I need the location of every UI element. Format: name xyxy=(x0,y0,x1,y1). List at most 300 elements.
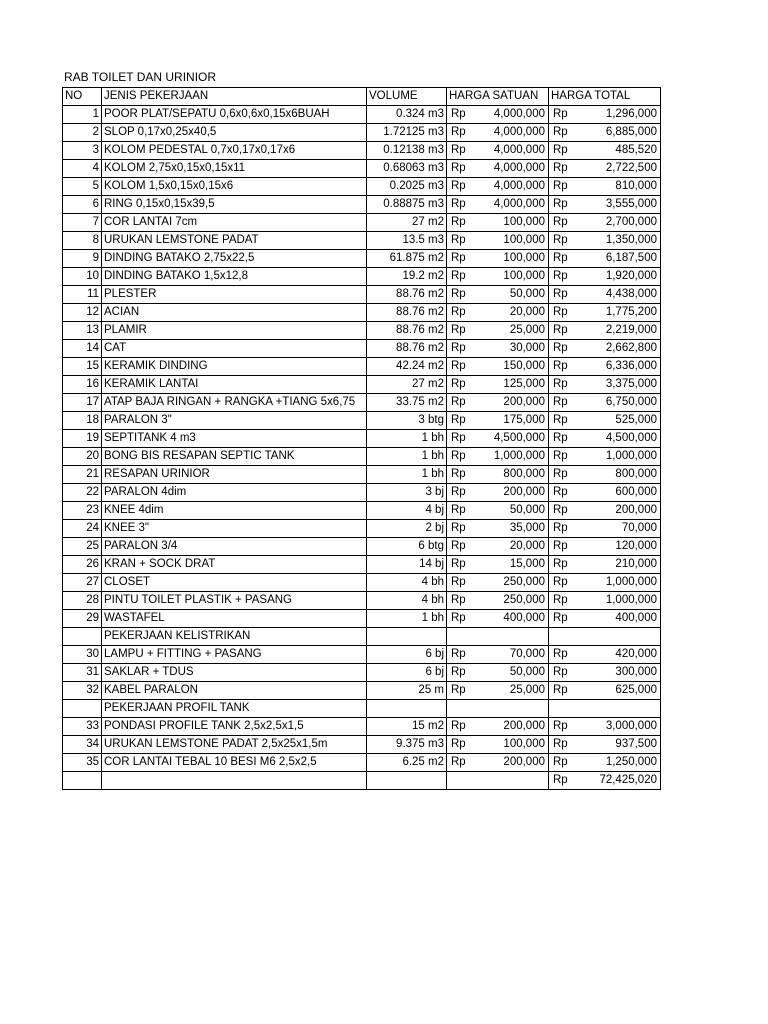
unit-price-amount: 100,000 xyxy=(503,270,545,282)
table-row xyxy=(63,394,661,412)
total-price-amount: 6,885,000 xyxy=(605,126,657,138)
table-row xyxy=(63,286,661,304)
empty-cell xyxy=(63,772,102,790)
rab-table-body xyxy=(63,88,661,790)
unit-price xyxy=(447,340,549,358)
unit-price xyxy=(447,754,549,772)
unit-price-amount: 25,000 xyxy=(509,324,545,336)
unit-price xyxy=(447,664,549,682)
volume-value: 0.68063 m3 xyxy=(367,160,447,178)
currency-label: Rp xyxy=(451,108,466,120)
currency-label: Rp xyxy=(553,270,568,282)
unit-price xyxy=(447,538,549,556)
currency-label: Rp xyxy=(451,522,466,534)
unit-price xyxy=(447,106,549,124)
item-number: 16 xyxy=(63,376,102,394)
volume-value: 4 bj xyxy=(367,502,447,520)
table-row xyxy=(63,520,661,538)
total-price xyxy=(549,556,661,574)
table-row xyxy=(63,304,661,322)
volume-value: 0.2025 m3 xyxy=(367,178,447,196)
empty-cell xyxy=(63,700,102,718)
volume-value: 19.2 m2 xyxy=(367,268,447,286)
total-price xyxy=(549,232,661,250)
volume-value: 6 bj xyxy=(367,664,447,682)
job-description: KERAMIK DINDING xyxy=(102,358,367,376)
currency-label: Rp xyxy=(553,216,568,228)
currency-label: Rp xyxy=(553,504,568,516)
unit-price xyxy=(447,682,549,700)
unit-price-amount: 200,000 xyxy=(503,486,545,498)
table-row xyxy=(63,484,661,502)
currency-label: Rp xyxy=(553,720,568,732)
unit-price xyxy=(447,304,549,322)
table-row xyxy=(63,574,661,592)
item-number: 10 xyxy=(63,268,102,286)
item-number: 7 xyxy=(63,214,102,232)
table-row xyxy=(63,124,661,142)
currency-label: Rp xyxy=(451,252,466,264)
item-number: 9 xyxy=(63,250,102,268)
job-description: LAMPU + FITTING + PASANG xyxy=(102,646,367,664)
unit-price xyxy=(447,520,549,538)
currency-label: Rp xyxy=(451,144,466,156)
unit-price-amount: 125,000 xyxy=(503,378,545,390)
total-price xyxy=(549,574,661,592)
unit-price-amount: 50,000 xyxy=(509,288,545,300)
currency-label: Rp xyxy=(553,648,568,660)
currency-label: Rp xyxy=(451,612,466,624)
table-row xyxy=(63,682,661,700)
item-number: 13 xyxy=(63,322,102,340)
currency-label: Rp xyxy=(553,108,568,120)
currency-label: Rp xyxy=(451,486,466,498)
volume-value: 4 bh xyxy=(367,592,447,610)
table-row xyxy=(63,466,661,484)
total-price-amount: 4,500,000 xyxy=(605,432,657,444)
currency-label: Rp xyxy=(553,756,568,768)
currency-label: Rp xyxy=(553,594,568,606)
currency-label: Rp xyxy=(553,540,568,552)
table-row xyxy=(63,430,661,448)
currency-label: Rp xyxy=(451,360,466,372)
unit-price xyxy=(447,484,549,502)
total-price xyxy=(549,142,661,160)
empty-cell xyxy=(447,628,549,646)
currency-label: Rp xyxy=(553,324,568,336)
job-description: KOLOM PEDESTAL 0,7x0,17x0,17x6 xyxy=(102,142,367,160)
total-price xyxy=(549,376,661,394)
item-number: 27 xyxy=(63,574,102,592)
volume-value: 0.324 m3 xyxy=(367,106,447,124)
item-number: 3 xyxy=(63,142,102,160)
currency-label: Rp xyxy=(553,360,568,372)
unit-price xyxy=(447,322,549,340)
job-description: PONDASI PROFILE TANK 2,5x2,5x1,5 xyxy=(102,718,367,736)
volume-value: 6 btg xyxy=(367,538,447,556)
job-description: COR LANTAI TEBAL 10 BESI M6 2,5x2,5 xyxy=(102,754,367,772)
item-number: 18 xyxy=(63,412,102,430)
currency-label: Rp xyxy=(451,198,466,210)
unit-price xyxy=(447,736,549,754)
total-price xyxy=(549,322,661,340)
total-price xyxy=(549,196,661,214)
total-price-amount: 1,775,200 xyxy=(605,306,657,318)
unit-price-amount: 250,000 xyxy=(503,576,545,588)
volume-value: 42.24 m2 xyxy=(367,358,447,376)
table-row xyxy=(63,358,661,376)
table-row xyxy=(63,160,661,178)
job-description: RESAPAN URINIOR xyxy=(102,466,367,484)
currency-label: Rp xyxy=(553,684,568,696)
job-description: DINDING BATAKO 2,75x22,5 xyxy=(102,250,367,268)
unit-price-amount: 100,000 xyxy=(503,234,545,246)
table-row xyxy=(63,718,661,736)
unit-price-amount: 35,000 xyxy=(509,522,545,534)
total-price-amount: 1,350,000 xyxy=(605,234,657,246)
table-row xyxy=(63,556,661,574)
currency-label: Rp xyxy=(451,666,466,678)
grand-total xyxy=(549,772,661,790)
section-row xyxy=(63,628,661,646)
unit-price xyxy=(447,250,549,268)
empty-cell xyxy=(367,700,447,718)
item-number: 15 xyxy=(63,358,102,376)
table-row xyxy=(63,376,661,394)
job-description: SEPTITANK 4 m3 xyxy=(102,430,367,448)
total-price-amount: 6,187,500 xyxy=(605,252,657,264)
item-number: 19 xyxy=(63,430,102,448)
unit-price-amount: 50,000 xyxy=(509,504,545,516)
table-row xyxy=(63,214,661,232)
total-price xyxy=(549,412,661,430)
volume-value: 88.76 m2 xyxy=(367,322,447,340)
section-label: PEKERJAAN KELISTRIKAN xyxy=(102,628,367,646)
volume-value: 2 bj xyxy=(367,520,447,538)
item-number: 12 xyxy=(63,304,102,322)
unit-price-amount: 175,000 xyxy=(503,414,545,426)
item-number: 24 xyxy=(63,520,102,538)
currency-label: Rp xyxy=(451,720,466,732)
currency-label: Rp xyxy=(451,216,466,228)
total-price-amount: 6,336,000 xyxy=(605,360,657,372)
currency-label: Rp xyxy=(451,684,466,696)
total-price-amount: 400,000 xyxy=(615,612,657,624)
empty-cell xyxy=(367,628,447,646)
header-no: NO xyxy=(63,88,102,106)
item-number: 31 xyxy=(63,664,102,682)
unit-price-amount: 200,000 xyxy=(503,756,545,768)
currency-label: Rp xyxy=(451,126,466,138)
unit-price xyxy=(447,502,549,520)
job-description: CAT xyxy=(102,340,367,358)
currency-label: Rp xyxy=(451,558,466,570)
currency-label: Rp xyxy=(553,414,568,426)
empty-cell xyxy=(63,628,102,646)
total-price-amount: 4,438,000 xyxy=(605,288,657,300)
item-number: 17 xyxy=(63,394,102,412)
currency-label: Rp xyxy=(451,270,466,282)
volume-value: 1 bh xyxy=(367,430,447,448)
volume-value: 33.75 m2 xyxy=(367,394,447,412)
item-number: 35 xyxy=(63,754,102,772)
total-price-amount: 2,662,800 xyxy=(605,342,657,354)
currency-label: Rp xyxy=(451,342,466,354)
total-price-amount: 625,000 xyxy=(615,684,657,696)
currency-label: Rp xyxy=(553,180,568,192)
unit-price xyxy=(447,196,549,214)
total-price xyxy=(549,160,661,178)
currency-label: Rp xyxy=(451,306,466,318)
total-price-amount: 3,375,000 xyxy=(605,378,657,390)
table-row xyxy=(63,610,661,628)
currency-label: Rp xyxy=(553,396,568,408)
item-number: 33 xyxy=(63,718,102,736)
item-number: 4 xyxy=(63,160,102,178)
job-description: KERAMIK LANTAI xyxy=(102,376,367,394)
currency-label: Rp xyxy=(451,378,466,390)
currency-label: Rp xyxy=(553,126,568,138)
total-price-amount: 600,000 xyxy=(615,486,657,498)
grand-total-row xyxy=(63,772,661,790)
job-description: URUKAN LEMSTONE PADAT xyxy=(102,232,367,250)
currency-label: Rp xyxy=(451,396,466,408)
table-row xyxy=(63,736,661,754)
currency-label: Rp xyxy=(451,468,466,480)
currency-label: Rp xyxy=(451,180,466,192)
total-price xyxy=(549,664,661,682)
total-price-amount: 300,000 xyxy=(615,666,657,678)
job-description: POOR PLAT/SEPATU 0,6x0,6x0,15x6BUAH xyxy=(102,106,367,124)
unit-price-amount: 70,000 xyxy=(509,648,545,660)
job-description: PINTU TOILET PLASTIK + PASANG xyxy=(102,592,367,610)
total-price xyxy=(549,268,661,286)
volume-value: 0.12138 m3 xyxy=(367,142,447,160)
unit-price xyxy=(447,358,549,376)
volume-value: 27 m2 xyxy=(367,376,447,394)
empty-cell xyxy=(549,700,661,718)
job-description: CLOSET xyxy=(102,574,367,592)
total-price xyxy=(549,430,661,448)
job-description: ACIAN xyxy=(102,304,367,322)
item-number: 29 xyxy=(63,610,102,628)
currency-label: Rp xyxy=(451,414,466,426)
grand-total-amount: 72,425,020 xyxy=(599,774,657,786)
item-number: 23 xyxy=(63,502,102,520)
table-row xyxy=(63,196,661,214)
job-description: KOLOM 2,75x0,15x0,15x11 xyxy=(102,160,367,178)
total-price xyxy=(549,592,661,610)
job-description: DINDING BATAKO 1,5x12,8 xyxy=(102,268,367,286)
table-row xyxy=(63,502,661,520)
item-number: 22 xyxy=(63,484,102,502)
unit-price-amount: 200,000 xyxy=(503,720,545,732)
total-price-amount: 485,520 xyxy=(615,144,657,156)
unit-price xyxy=(447,232,549,250)
total-price-amount: 420,000 xyxy=(615,648,657,660)
unit-price xyxy=(447,268,549,286)
currency-label: Rp xyxy=(553,342,568,354)
item-number: 34 xyxy=(63,736,102,754)
total-price-amount: 6,750,000 xyxy=(605,396,657,408)
volume-value: 3 btg xyxy=(367,412,447,430)
total-price xyxy=(549,448,661,466)
unit-price-amount: 800,000 xyxy=(503,468,545,480)
unit-price xyxy=(447,178,549,196)
job-description: SLOP 0,17x0,25x40,5 xyxy=(102,124,367,142)
job-description: PARALON 4dim xyxy=(102,484,367,502)
total-price-amount: 800,000 xyxy=(615,468,657,480)
total-price-amount: 2,722,500 xyxy=(605,162,657,174)
currency-label: Rp xyxy=(451,324,466,336)
item-number: 25 xyxy=(63,538,102,556)
header-total-price: HARGA TOTAL xyxy=(549,88,661,106)
unit-price xyxy=(447,214,549,232)
total-price xyxy=(549,214,661,232)
item-number: 8 xyxy=(63,232,102,250)
unit-price-amount: 250,000 xyxy=(503,594,545,606)
unit-price-amount: 100,000 xyxy=(503,738,545,750)
job-description: KRAN + SOCK DRAT xyxy=(102,556,367,574)
currency-label: Rp xyxy=(553,306,568,318)
total-price xyxy=(549,394,661,412)
total-price xyxy=(549,718,661,736)
unit-price-amount: 4,000,000 xyxy=(493,198,545,210)
currency-label: Rp xyxy=(451,576,466,588)
total-price-amount: 1,296,000 xyxy=(605,108,657,120)
item-number: 20 xyxy=(63,448,102,466)
item-number: 6 xyxy=(63,196,102,214)
total-price xyxy=(549,736,661,754)
job-description: BONG BIS RESAPAN SEPTIC TANK xyxy=(102,448,367,466)
currency-label: Rp xyxy=(553,288,568,300)
total-price-amount: 1,000,000 xyxy=(605,576,657,588)
total-price xyxy=(549,610,661,628)
volume-value: 9.375 m3 xyxy=(367,736,447,754)
unit-price xyxy=(447,574,549,592)
unit-price-amount: 50,000 xyxy=(509,666,545,678)
currency-label: Rp xyxy=(553,450,568,462)
currency-label: Rp xyxy=(553,378,568,390)
total-price xyxy=(549,286,661,304)
total-price-amount: 2,219,000 xyxy=(605,324,657,336)
total-price xyxy=(549,178,661,196)
unit-price-amount: 25,000 xyxy=(509,684,545,696)
section-row xyxy=(63,700,661,718)
total-price-amount: 3,000,000 xyxy=(605,720,657,732)
unit-price-amount: 20,000 xyxy=(509,306,545,318)
unit-price xyxy=(447,448,549,466)
total-price xyxy=(549,646,661,664)
unit-price xyxy=(447,718,549,736)
unit-price xyxy=(447,556,549,574)
total-price-amount: 1,920,000 xyxy=(605,270,657,282)
currency-label: Rp xyxy=(553,612,568,624)
volume-value: 14 bj xyxy=(367,556,447,574)
unit-price-amount: 200,000 xyxy=(503,396,545,408)
total-price xyxy=(549,124,661,142)
total-price-amount: 200,000 xyxy=(615,504,657,516)
table-row xyxy=(63,232,661,250)
unit-price xyxy=(447,610,549,628)
currency-label: Rp xyxy=(553,738,568,750)
volume-value: 88.76 m2 xyxy=(367,286,447,304)
job-description: KNEE 4dim xyxy=(102,502,367,520)
total-price-amount: 1,000,000 xyxy=(605,594,657,606)
currency-label: Rp xyxy=(451,738,466,750)
total-price xyxy=(549,484,661,502)
job-description: KABEL PARALON xyxy=(102,682,367,700)
volume-value: 3 bj xyxy=(367,484,447,502)
table-row xyxy=(63,412,661,430)
total-price xyxy=(549,358,661,376)
table-row xyxy=(63,178,661,196)
section-label: PEKERJAAN PROFIL TANK xyxy=(102,700,367,718)
total-price-amount: 120,000 xyxy=(615,540,657,552)
item-number: 1 xyxy=(63,106,102,124)
unit-price-amount: 100,000 xyxy=(503,252,545,264)
unit-price xyxy=(447,646,549,664)
total-price-amount: 937,500 xyxy=(615,738,657,750)
volume-value: 13.5 m3 xyxy=(367,232,447,250)
unit-price-amount: 30,000 xyxy=(509,342,545,354)
currency-label: Rp xyxy=(451,288,466,300)
volume-value: 1 bh xyxy=(367,610,447,628)
table-row xyxy=(63,646,661,664)
table-row xyxy=(63,322,661,340)
unit-price-amount: 20,000 xyxy=(509,540,545,552)
unit-price-amount: 100,000 xyxy=(503,216,545,228)
unit-price-amount: 400,000 xyxy=(503,612,545,624)
total-price-amount: 210,000 xyxy=(615,558,657,570)
table-row xyxy=(63,754,661,772)
total-price-amount: 810,000 xyxy=(615,180,657,192)
currency-label: Rp xyxy=(553,432,568,444)
currency-label: Rp xyxy=(553,558,568,570)
total-price-amount: 1,250,000 xyxy=(605,756,657,768)
currency-label: Rp xyxy=(553,666,568,678)
header-unit-price: HARGA SATUAN xyxy=(447,88,549,106)
empty-cell xyxy=(102,772,367,790)
volume-value: 25 m xyxy=(367,682,447,700)
unit-price xyxy=(447,430,549,448)
volume-value: 61.875 m2 xyxy=(367,250,447,268)
total-price xyxy=(549,682,661,700)
currency-label: Rp xyxy=(451,162,466,174)
job-description: COR LANTAI 7cm xyxy=(102,214,367,232)
volume-value: 88.76 m2 xyxy=(367,304,447,322)
unit-price xyxy=(447,142,549,160)
job-description: KOLOM 1,5x0,15x0,15x6 xyxy=(102,178,367,196)
unit-price-amount: 4,000,000 xyxy=(493,162,545,174)
item-number: 11 xyxy=(63,286,102,304)
table-row xyxy=(63,664,661,682)
currency-label: Rp xyxy=(451,432,466,444)
item-number: 21 xyxy=(63,466,102,484)
unit-price-amount: 4,000,000 xyxy=(493,180,545,192)
currency-label: Rp xyxy=(451,540,466,552)
currency-label: Rp xyxy=(451,450,466,462)
document-title: RAB TOILET DAN URINIOR xyxy=(64,70,217,84)
total-price xyxy=(549,250,661,268)
volume-value: 1 bh xyxy=(367,466,447,484)
volume-value: 27 m2 xyxy=(367,214,447,232)
currency-label: Rp xyxy=(553,576,568,588)
unit-price-amount: 4,000,000 xyxy=(493,144,545,156)
unit-price-amount: 15,000 xyxy=(509,558,545,570)
table-row xyxy=(63,592,661,610)
table-header-row xyxy=(63,88,661,106)
